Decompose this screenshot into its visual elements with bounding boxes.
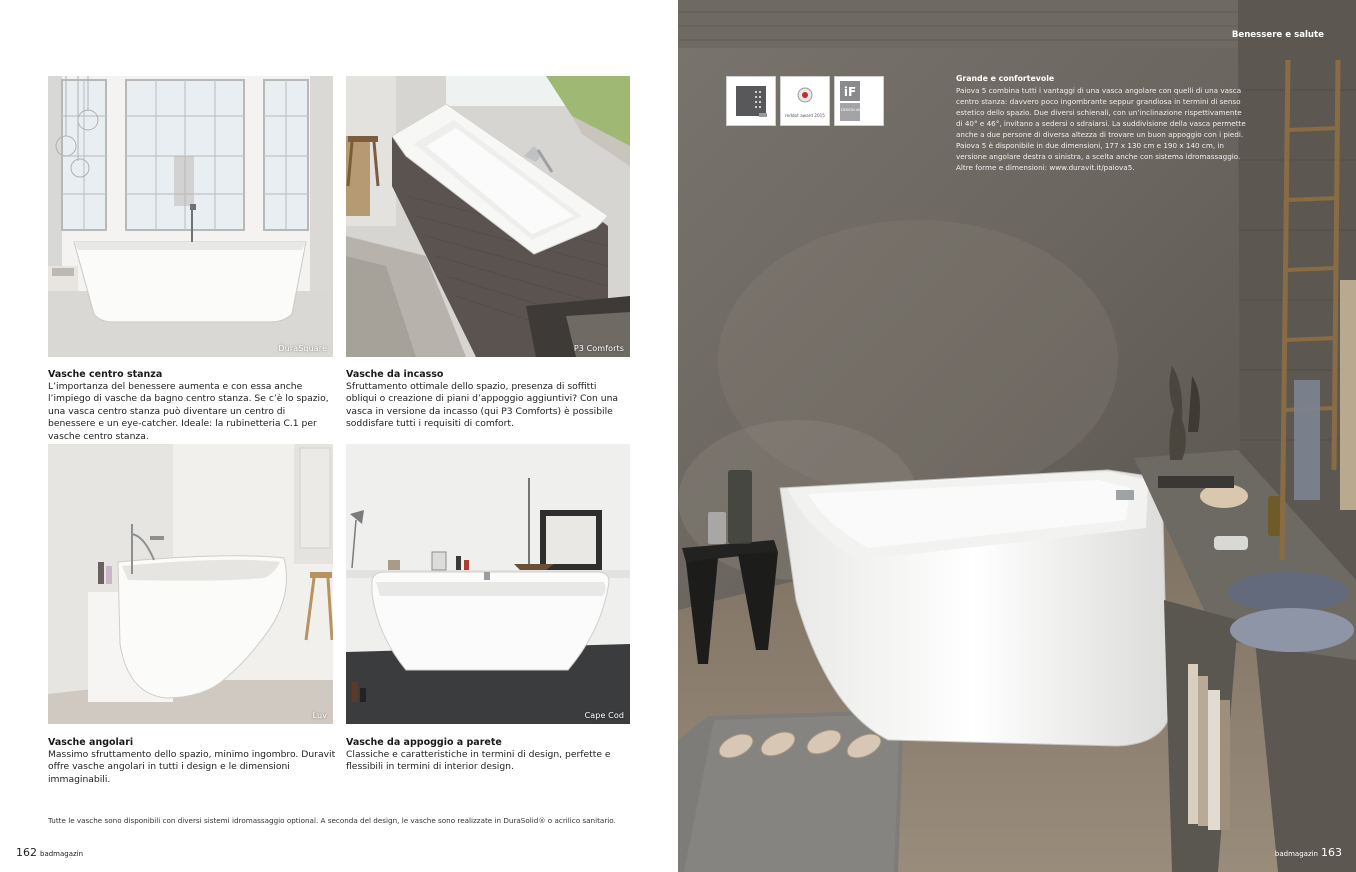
- image-label: Luv: [312, 711, 327, 720]
- magazine-name: badmagazin: [1274, 850, 1318, 858]
- intro-title: Grande e confortevole: [956, 74, 1055, 83]
- award-brand: iF: [843, 85, 857, 99]
- product-title: Vasche centro stanza: [48, 369, 163, 380]
- product-description: Sfruttamento ottimale dello spazio, presenza di soffitti obliqui o creazione di piani d’appoggio aggiuntivi? Con una vasca in versione da incasso (qui P3 Comforts) è possibile soddisfare tutti i requisiti di comfort.: [346, 381, 619, 430]
- page-number: 163: [1321, 846, 1342, 859]
- photo-luv: [48, 444, 333, 724]
- product-description: Massimo sfruttamento dello spazio, minimo ingombro. Duravit offre vasche angolari in tutti i design e le dimensioni immaginabili.: [48, 749, 336, 785]
- intro-text: Paiova 5 combina tutti i vantaggi di una vasca angolare con quelli di una vasca centro stanza: davvero poco ingombrante seppur grandiosa in termini di senso estetico dello spazio. Due diversi schienali, con un’inclinazione rispettivamente di 40° e 46°, invitano a sedersi o sdraiarsi. La suddivisione della vasca permette anche a due persone di diversa altezza di trovare un buon appoggio con i piedi. Paiova 5 è disponibile in due dimensioni, 177 x 130 cm e 190 x 140 cm, in versione angolare destra o sinistra, a scelta anche con sistema idromassaggio. Altre forme e dimensioni: www.duravit.it/paiova5.: [956, 86, 1246, 172]
- bathroom-photo-p3-comforts: [346, 76, 630, 357]
- page-number: 162: [16, 846, 37, 859]
- magazine-name: badmagazin: [40, 850, 84, 858]
- award-seal-icon: [726, 76, 776, 126]
- product-description: Classiche e caratteristiche in termini di design, perfette e flessibili in termini di interior design.: [346, 749, 611, 773]
- image-label: DuraSquare: [278, 344, 327, 353]
- page-footer-right: [1275, 846, 1342, 859]
- image-label: P3 Comforts: [573, 344, 624, 353]
- product-title: Vasche angolari: [48, 737, 134, 748]
- if-design-award-icon: [834, 76, 884, 126]
- photo-cape-cod: [346, 444, 630, 724]
- red-dot-award-icon: [780, 76, 830, 126]
- bathroom-photo-durasquare: [48, 76, 333, 357]
- bathroom-photo-cape-cod: [346, 444, 630, 724]
- photo-p3-comforts: [346, 76, 630, 357]
- bathroom-photo-luv: [48, 444, 333, 724]
- section-label: Benessere e salute: [1231, 30, 1324, 40]
- award-caption: reddot award 2015: [785, 113, 825, 118]
- right-page: [678, 0, 1356, 872]
- award-caption: DESIGN AWARD 2015: [841, 108, 880, 112]
- page-footer-left: [16, 846, 83, 859]
- photo-durasquare: [48, 76, 333, 357]
- image-label: Cape Cod: [584, 711, 624, 720]
- product-description: L’importanza del benessere aumenta e con essa anche l’impiego di vasche da bagno centro stanza. Se c’è lo spazio, una vasca centro stanza può diventare un centro di benessere e un eye-catcher. Ideale: la rubinetteria C.1 per vasche centro stanza.: [48, 381, 329, 442]
- footnote: Tutte le vasche sono disponibili con diversi sistemi idromassaggio optional. A seconda del design, le vasche sono realizzate in DuraSolid® o acrilico sanitario.: [48, 816, 616, 825]
- product-title: Vasche da incasso: [346, 369, 444, 380]
- product-title: Vasche da appoggio a parete: [346, 737, 502, 748]
